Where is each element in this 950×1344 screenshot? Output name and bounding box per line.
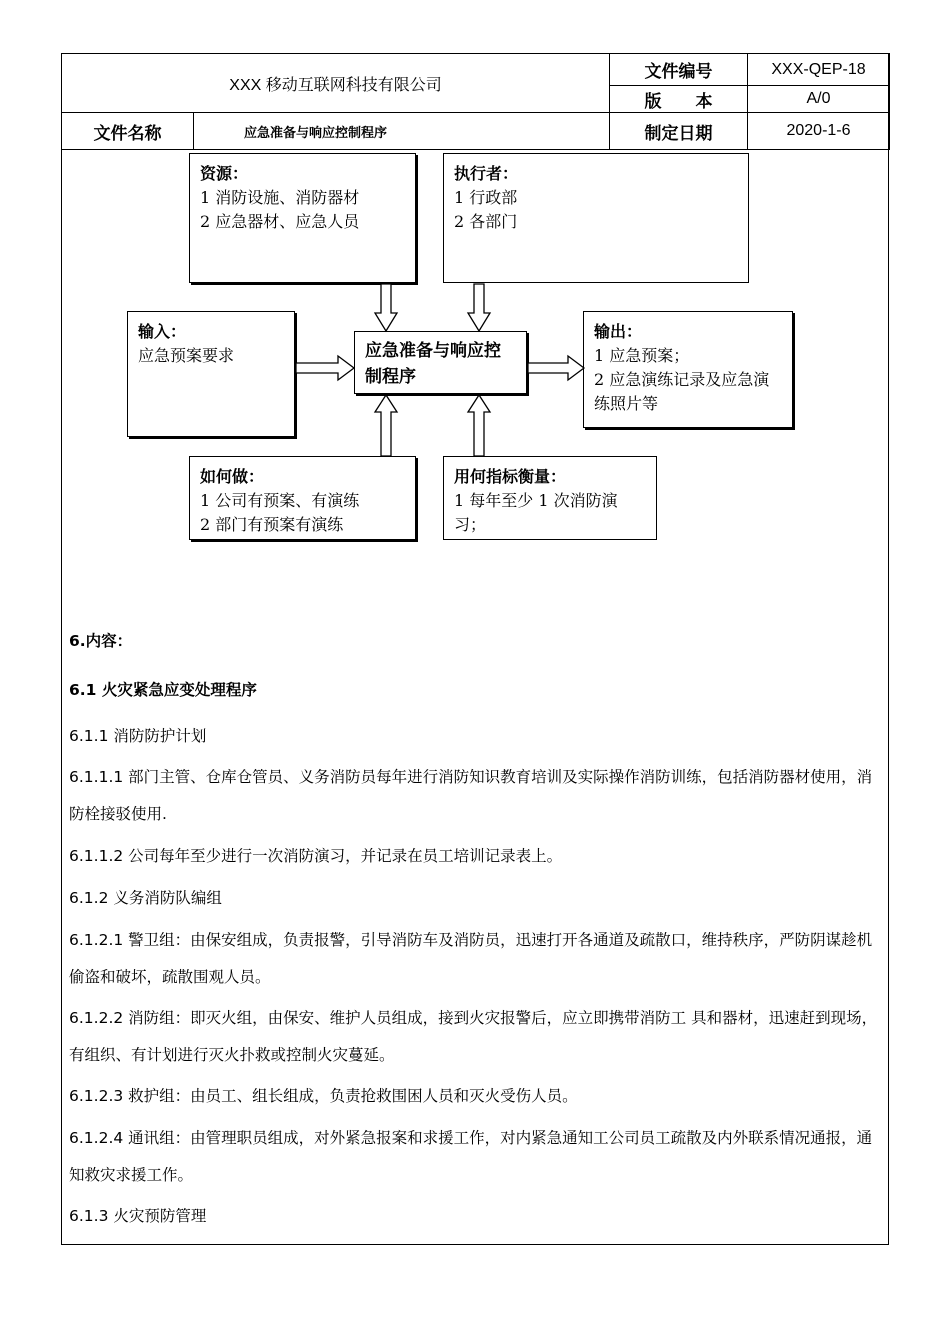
company-name: XXX 移动互联网科技有限公司 xyxy=(62,54,610,113)
doc-no-value: XXX-QEP-18 xyxy=(748,54,890,86)
arrow-how-up xyxy=(375,395,397,456)
resources-line-2: 2 应急器材、应急人员 xyxy=(200,212,360,231)
resources-title: 资源： xyxy=(200,164,249,183)
section-6-1-2: 6.1.2 义务消防队编组 xyxy=(69,889,222,907)
date-label: 制定日期 xyxy=(610,113,748,150)
version-value: A/0 xyxy=(748,86,890,113)
process-box: 应急准备与响应控制程序 xyxy=(354,331,527,394)
section-6-1-1-1: 6.1.1.1 部门主管、仓库仓管员、义务消防员每年进行消防知识教育培训及实际操作消防训练，包括消防器材使用，消防栓接驳使用. xyxy=(69,768,873,823)
section-6-1-3: 6.1.3 火灾预防管理 xyxy=(69,1207,207,1225)
input-title: 输入： xyxy=(138,322,187,341)
output-line-2: 2 应急演练记录及应急演练照片等 xyxy=(594,370,770,413)
section-6-1-2-1: 6.1.2.1 警卫组：由保安组成，负责报警，引导消防车及消防员，迅速打开各通道及疏散口，维持秩序，严防阴谋趁机偷盗和破坏，疏散围观人员。 xyxy=(69,931,873,986)
file-name-label: 文件名称 xyxy=(62,113,194,150)
version-label: 版 本 xyxy=(610,86,748,113)
section-6-heading: 6.内容： xyxy=(69,632,133,650)
how-line-2: 2 部门有预案有演练 xyxy=(200,515,344,534)
output-title: 输出： xyxy=(594,322,643,341)
executor-title: 执行者： xyxy=(454,164,519,183)
metric-line-1: 1 每年至少 1 次消防演习； xyxy=(454,491,618,534)
arrow-metric-up xyxy=(468,395,490,456)
input-line-1: 应急预案要求 xyxy=(138,346,235,365)
executor-line-2: 2 各部门 xyxy=(454,212,518,231)
file-name-value: 应急准备与响应控制程序 xyxy=(194,113,610,150)
resources-line-1: 1 消防设施、消防器材 xyxy=(200,188,360,207)
output-line-1: 1 应急预案； xyxy=(594,346,690,365)
section-6-1-1: 6.1.1 消防防护计划 xyxy=(69,727,207,745)
date-value: 2020-1-6 xyxy=(748,113,890,150)
section-6-1-2-4: 6.1.2.4 通讯组：由管理职员组成，对外紧急报案和求援工作，对内紧急通知工公司员工疏散及内外联系情况通报，通知救灾求援工作。 xyxy=(69,1129,873,1184)
doc-no-label: 文件编号 xyxy=(610,54,748,86)
section-6-1-2-3: 6.1.2.3 救护组：由员工、组长组成，负责抢救围困人员和灭火受伤人员。 xyxy=(69,1087,578,1105)
arrow-resources-down xyxy=(375,284,397,331)
section-6-1-heading: 6.1 火灾紧急应变处理程序 xyxy=(69,681,257,699)
metric-title: 用何指标衡量： xyxy=(454,467,567,486)
arrow-executor-down xyxy=(468,284,490,331)
executor-line-1: 1 行政部 xyxy=(454,188,518,207)
section-6-1-2-2: 6.1.2.2 消防组：即灭火组，由保安、维护人员组成，接到火灾报警后，应立即携带消防工 具和器材，迅速赶到现场，有组织、有计划进行灭火扑救或控制火灾蔓延。 xyxy=(69,1009,878,1064)
diagram-arrows xyxy=(0,0,950,600)
how-line-1: 1 公司有预案、有演练 xyxy=(200,491,360,510)
arrow-output-right xyxy=(528,356,584,380)
arrow-input-right xyxy=(296,356,354,380)
section-6-1-1-2: 6.1.1.2 公司每年至少进行一次消防演习，并记录在员工培训记录表上。 xyxy=(69,847,563,865)
how-title: 如何做： xyxy=(200,467,265,486)
